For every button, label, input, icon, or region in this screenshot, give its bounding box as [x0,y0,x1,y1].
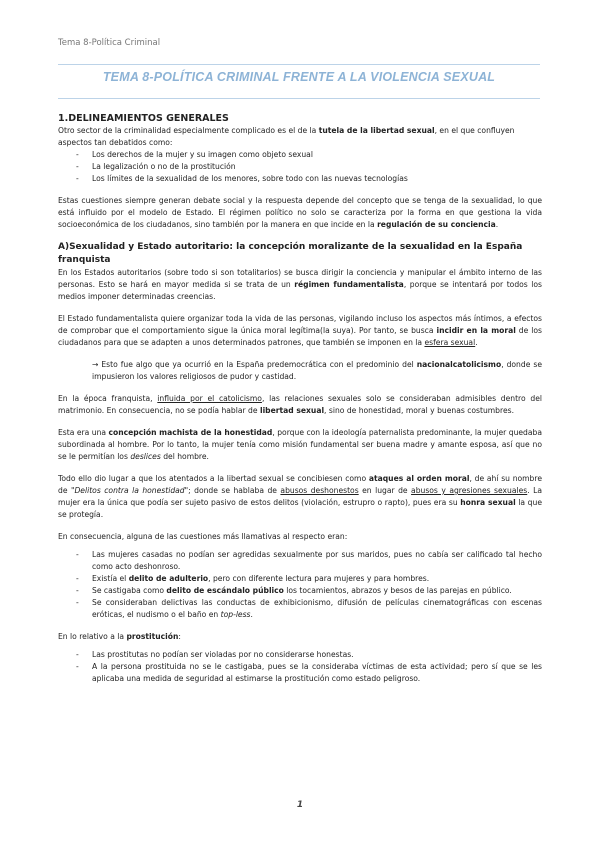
paragraph: En lo relativo a la prostitución: [58,632,181,641]
list-item: - La legalización o no de la prostitución [58,161,542,173]
consequences-list [58,549,542,621]
paragraph: El Estado fundamentalista quiere organizar toda la vida de las personas, vigilando incluso los aspectos más íntimos, a efectos de comprobar que el comportamiento sigue la única moral legítima(la suya). Por tanto, se busca incidir en la moral de los ciudadanos para que se adapten a unos determinados patrones, que también se imponen en la esfera sexual. [58,314,542,347]
title-top-rule [58,64,540,65]
paragraph: En los Estados autoritarios (sobre todo si son totalitarios) se busca dirigir la conciencia y manipular el ámbito interno de las personas. Esto se hará en mayor medida si se trata de un régimen fundamentalista, porque se intentará por todos los medios imponer determinadas creencias. [58,268,542,301]
paragraph: En consecuencia, alguna de las cuestiones más llamativas al respecto eran: [58,532,348,541]
section-heading-a: A)Sexualidad y Estado autoritario: la concepción moralizante de la sexualidad en la España franquista [58,242,523,265]
list-item: - Las mujeres casadas no podían ser agredidas sexualmente por sus maridos, pues no cabía ser calificado tal hecho como acto deshonroso. [58,549,542,573]
list-item: - Los derechos de la mujer y su imagen como objeto sexual [58,149,542,161]
section-heading-1: 1.DELINEAMIENTOS GENERALES [58,113,229,124]
arrow-note: → Esto fue algo que ya ocurrió en la España predemocrática con el predominio del nacionalcatolicismo, donde se impusieron los valores religiosos de pudor y castidad. [92,360,542,381]
prostitution-list [58,649,542,685]
running-header: Tema 8-Política Criminal [58,38,161,48]
paragraph: Todo ello dio lugar a que los atentados a la libertad sexual se concibiesen como ataques al orden moral, de ahí su nombre de "Delitos contra la honestidad"; donde se hablaba de abusos deshonestos en lugar de abusos y agresiones sexuales. La mujer era la única que podía ser sujeto pasivo de estos delitos (violación, estrupro o rapto), pues era su honra sexual la que se protegía. [58,474,543,519]
paragraph: Estas cuestiones siempre generan debate social y la respuesta depende del concepto que se tenga de la sexualidad, lo que está influido por el modelo de Estado. El régimen político no solo se caracteriza por la forma en que gestiona la vida socioeconómica de los ciudadanos, sino también por la manera en que incide en la regulación de su conciencia. [58,196,542,229]
document-body [58,112,542,685]
topics-list [58,149,542,185]
list-item: - Se consideraban delictivas las conductas de exhibicionismo, difusión de películas cinematográficas con escenas eróticas, el nudismo o el baño en top-less. [58,597,542,621]
list-item: - A la persona prostituida no se le castigaba, pues se la consideraba víctimas de esta actividad; pero sí que se les aplicaba una medida de seguridad al estimarse la prostitución como estado peligroso. [58,661,542,685]
list-item: - Existía el delito de adulterio, pero con diferente lectura para mujeres y para hombres. [58,573,542,585]
list-item: - Los límites de la sexualidad de los menores, sobre todo con las nuevas tecnologías [58,173,542,185]
paragraph: Esta era una concepción machista de la honestidad, porque con la ideología paternalista predominante, la mujer quedaba subordinada al hombre. Por lo tanto, la mujer tenía como misión fundamental ser buena madre y amante esposa, así que no se le permitían los deslices del hombre. [58,428,543,461]
list-item: - Las prostitutas no podían ser violadas por no considerarse honestas. [58,649,542,661]
page-number: 1 [296,800,304,810]
paragraph: En la época franquista, influida por el catolicismo, las relaciones sexuales solo se consideraban admisibles dentro del matrimonio. En consecuencia, no se podía hablar de libertad sexual, sino de honestidad, moral y buenas costumbres. [58,394,542,415]
paragraph-intro: Otro sector de la criminalidad especialmente complicado es el de la tutela de la libertad sexual, en el que confluyen aspectos tan debatidos como: [58,126,515,147]
title-bottom-rule [58,98,540,99]
list-item: - Se castigaba como delito de escándalo público los tocamientos, abrazos y besos de las parejas en público. [58,585,542,597]
document-title: TEMA 8-POLÍTICA CRIMINAL FRENTE A LA VIOLENCIA SEXUAL [102,70,496,84]
